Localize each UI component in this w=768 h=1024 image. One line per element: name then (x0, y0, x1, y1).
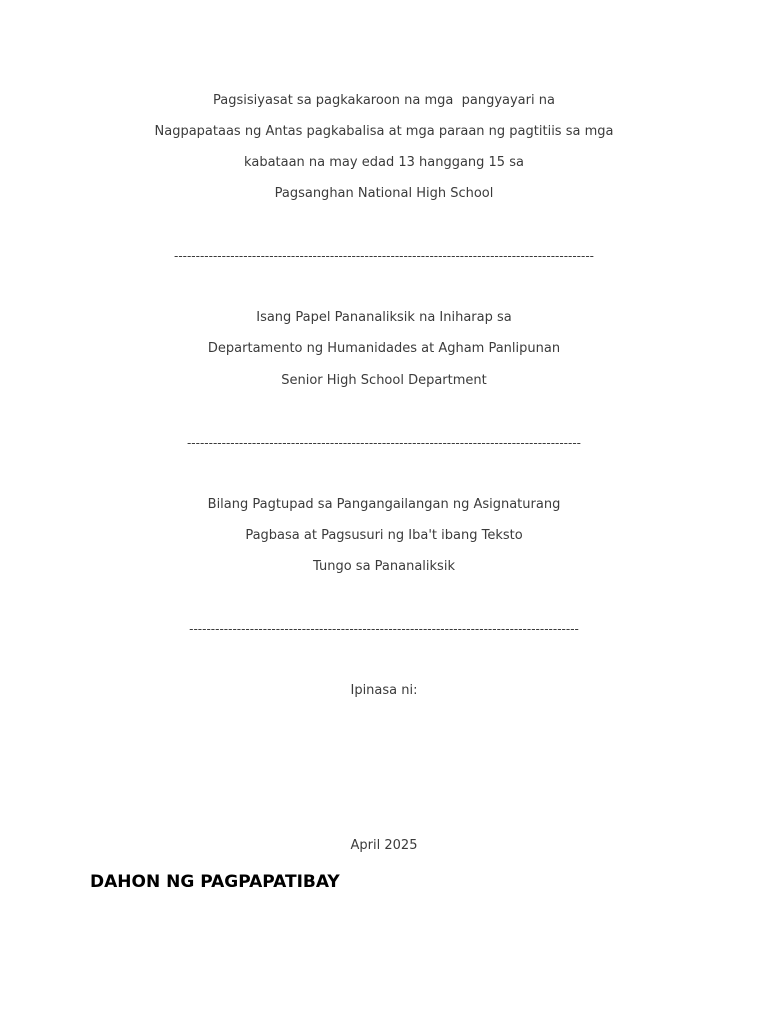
document-date: April 2025 (350, 838, 418, 853)
section-heading: DAHON NG PAGPAPATIBAY (90, 872, 340, 892)
submission-line-3: Senior High School Department (281, 373, 487, 388)
school-name: Pagsanghan National High School (274, 186, 494, 201)
submission-line-1: Isang Papel Pananaliksik na Iniharap sa (256, 310, 512, 325)
title-line-2: Nagpapataas ng Antas pagkabalisa at mga paraan ng pagtitiis sa mga (154, 124, 614, 139)
requirement-line-3: Tungo sa Pananaliksik (313, 559, 455, 574)
title-line-1: Pagsisiyasat sa pagkakaroon na mga pangyayari na (213, 93, 555, 108)
requirement-line-1: Bilang Pagtupad sa Pangangailangan ng Asignaturang (207, 497, 561, 512)
separator-1: ------------------------------------------------------------------------------------------------- (173, 249, 595, 263)
submission-line-2: Departamento ng Humanidades at Agham Panlipunan (207, 341, 561, 356)
separator-2: ------------------------------------------------------------------------------------------- (186, 436, 582, 450)
title-line-3: kabataan na may edad 13 hanggang 15 sa (244, 155, 524, 170)
submitted-by-label: Ipinasa ni: (350, 683, 418, 698)
separator-3: ------------------------------------------------------------------------------------------ (189, 622, 579, 636)
requirement-line-2: Pagbasa at Pagsusuri ng Iba't ibang Teksto (245, 528, 523, 543)
